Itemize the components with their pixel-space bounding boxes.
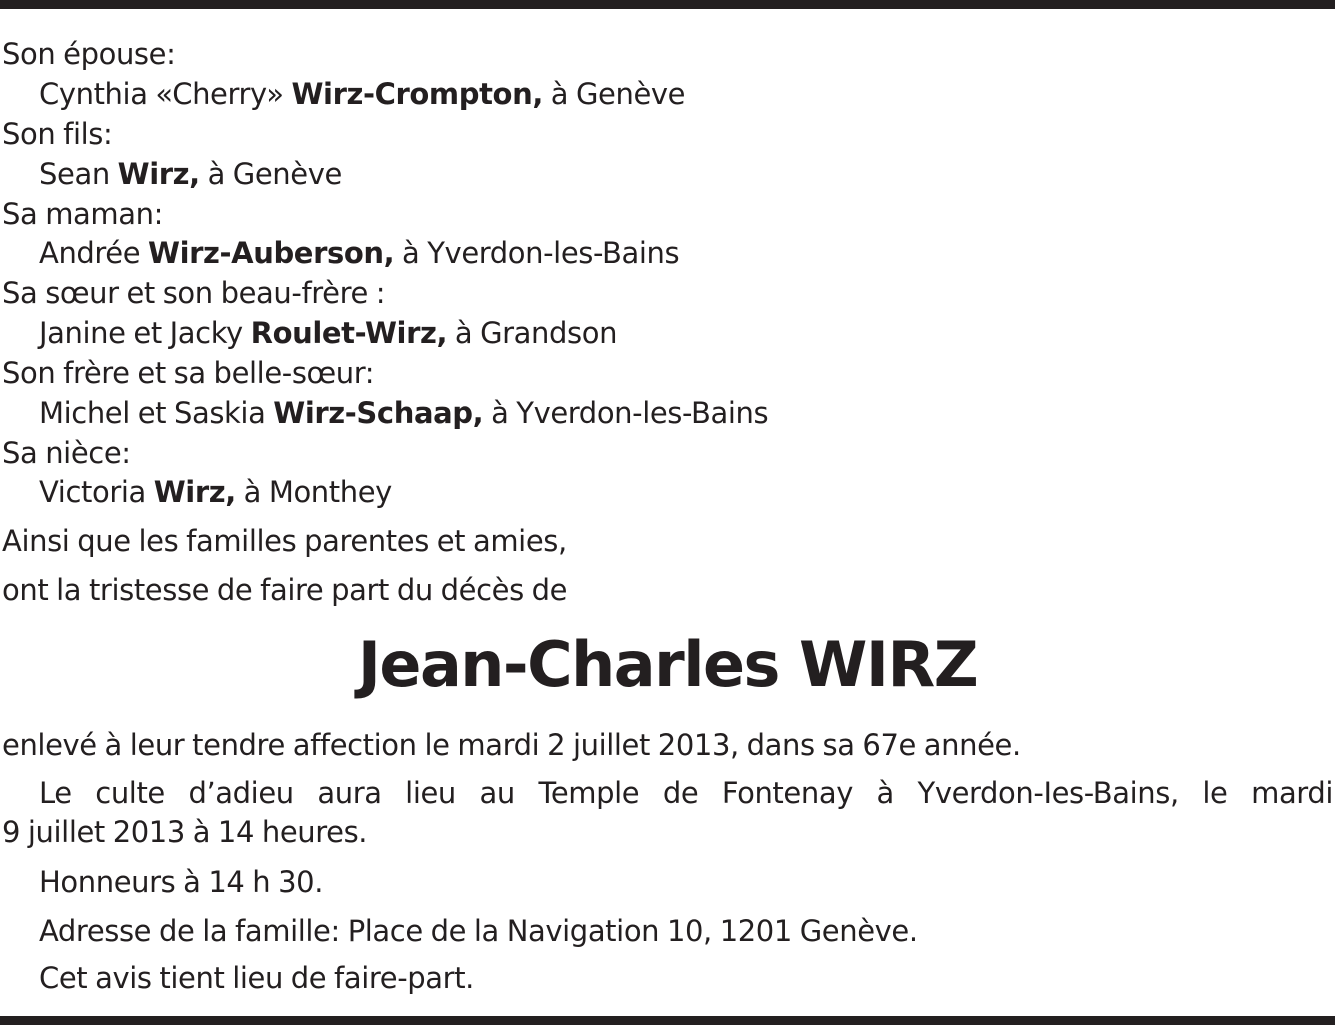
ceremony-line: 9 juillet 2013 à 14 heures. [2,815,368,849]
bottom-rule [0,1016,1335,1025]
relation-label: Son épouse: [2,37,176,71]
relative-surname: Wirz, [153,475,236,509]
closing-line: Cet avis tient lieu de faire-part. [39,961,474,995]
relative-surname: Wirz, [117,157,200,191]
relation-label: Sa nièce: [2,436,131,470]
relative-entry: Sean Wirz, à Genève [39,157,342,191]
deceased-name: Jean-Charles WIRZ [357,628,978,701]
relative-surname: Roulet-Wirz, [250,316,448,350]
relative-surname: Wirz-Schaap, [273,396,484,430]
relative-entry: Andrée Wirz-Auberson, à Yverdon-les-Bains [39,236,680,270]
intro-line: Ainsi que les familles parentes et amies, [2,524,567,558]
relation-label: Son frère et sa belle-sœur: [2,356,375,390]
relation-label: Son fils: [2,117,113,151]
relative-entry: Cynthia «Cherry» Wirz-Crompton, à Genève [39,77,686,111]
intro-line: ont la tristesse de faire part du décès de [2,573,568,607]
relation-label: Sa sœur et son beau-frère : [2,276,386,310]
relative-surname: Wirz-Crompton, [291,77,543,111]
relation-label: Sa maman: [2,197,163,231]
family-address: Adresse de la famille: Place de la Navigation 10, 1201 Genève. [39,914,918,948]
honours-line: Honneurs à 14 h 30. [39,865,324,899]
death-statement: enlevé à leur tendre affection le mardi 2 juillet 2013, dans sa 67e année. [2,728,1021,762]
ceremony-line: Le culte d’adieu aura lieu au Temple de Fontenay à Yverdon-Ies-Bains, le mardi [39,776,1333,810]
top-rule [0,0,1335,9]
relative-surname: Wirz-Auberson, [148,236,395,270]
relative-entry: Janine et Jacky Roulet-Wirz, à Grandson [39,316,618,350]
relative-entry: Victoria Wirz, à Monthey [39,475,392,509]
relative-entry: Michel et Saskia Wirz-Schaap, à Yverdon-les-Bains [39,396,769,430]
